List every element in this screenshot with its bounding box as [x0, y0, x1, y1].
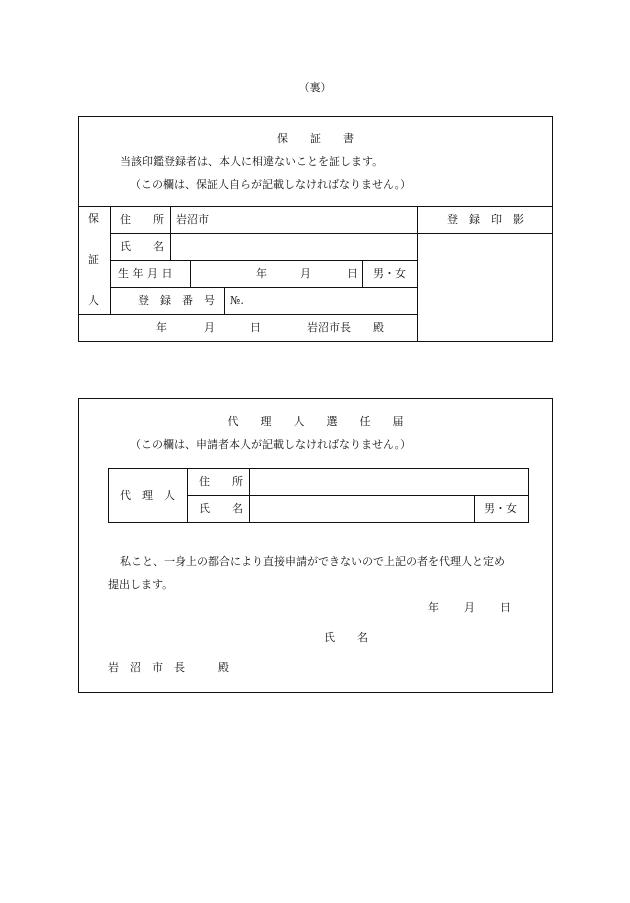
proxy-date-month: 月 — [464, 601, 475, 614]
page-label: （裏） — [298, 81, 332, 94]
proxy-date-year: 年 — [428, 601, 439, 614]
agent-label: 代 理 人 — [120, 489, 175, 502]
name-label: 氏 名 — [120, 240, 164, 253]
agent-address-field[interactable] — [250, 469, 528, 495]
proxy-body-line1: 私こと、一身上の都合により直接申請ができないので上記の者を代理人と定め — [120, 555, 505, 568]
mayor-addressee: 岩沼市長 殿 — [307, 321, 384, 334]
agent-name-field[interactable] — [250, 496, 474, 522]
reg-number-field[interactable] — [225, 288, 416, 314]
agent-gender-choice[interactable]: 男・女 — [484, 502, 517, 515]
signer-name-field[interactable] — [370, 626, 540, 648]
guarantee-note: （この欄は、保証人自らが記載しなければなりません。） — [130, 178, 412, 191]
divider — [362, 260, 363, 287]
divider — [78, 314, 417, 315]
proxy-mayor-addressee: 岩 沼 市 長 殿 — [108, 661, 229, 674]
proxy-date-day: 日 — [500, 601, 511, 614]
divider — [190, 260, 191, 287]
divider — [110, 260, 417, 261]
birth-year: 年 — [256, 267, 267, 280]
proxy-note: （この欄は、申請者本人が記載しなければなりません。） — [130, 438, 412, 451]
seal-label: 登 録 印 影 — [447, 213, 524, 226]
signer-name-label: 氏 名 — [324, 631, 368, 644]
divider — [474, 495, 475, 523]
guarantee-statement: 当該印鑑登録者は、本人に相違ないことを証します。 — [120, 155, 384, 168]
birth-label: 生 年 月 日 — [118, 267, 173, 280]
name-field[interactable] — [171, 234, 416, 260]
gender-choice[interactable]: 男・女 — [373, 267, 406, 280]
address-field[interactable]: 岩沼市 — [176, 213, 209, 226]
reg-label: 登 録 番 号 — [138, 294, 215, 307]
side-char-2: 証 — [88, 253, 99, 266]
agent-address-label: 住 所 — [199, 475, 243, 488]
address-label: 住 所 — [120, 213, 164, 226]
proxy-body-line2: 提出します。 — [108, 578, 174, 591]
birth-month: 月 — [300, 267, 311, 280]
seal-impression-area[interactable] — [418, 234, 552, 341]
guarantee-title: 保 証 書 — [277, 132, 354, 145]
address-input-area[interactable] — [171, 207, 416, 233]
agent-name-label: 氏 名 — [199, 502, 243, 515]
side-char-3: 人 — [88, 294, 99, 307]
reg-no: №. — [230, 294, 244, 307]
date-month: 月 — [204, 321, 215, 334]
side-char-1: 保 — [88, 212, 99, 225]
proxy-title: 代 理 人 選 任 届 — [227, 415, 404, 428]
date-day: 日 — [250, 321, 261, 334]
date-year: 年 — [156, 321, 167, 334]
birth-day: 日 — [347, 267, 358, 280]
